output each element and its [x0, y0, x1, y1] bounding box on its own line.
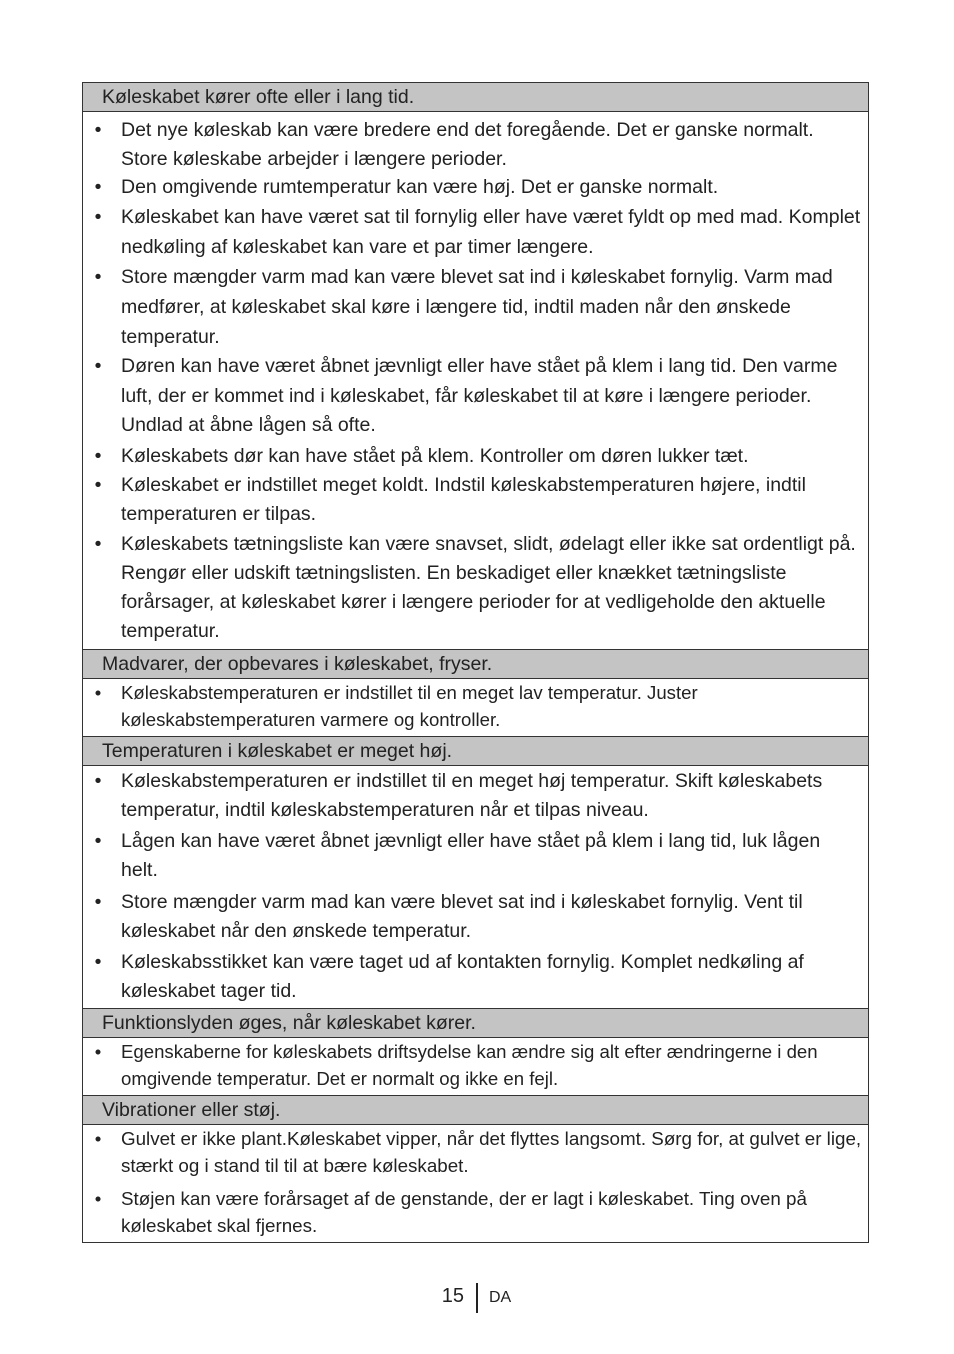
bullet-icon: •	[94, 1040, 102, 1062]
bullet-icon: •	[94, 473, 102, 496]
item-text: Køleskabstemperaturen er indstillet til en meget høj temperatur. Skift køleskabets temperatur, indtil køleskabstemperaturen når et tilpas niveau.	[121, 769, 823, 821]
section-body	[83, 112, 868, 650]
bullet-icon: •	[94, 176, 102, 198]
section-header: Funktionslyden øges, når køleskabet kører.	[83, 1009, 868, 1038]
list-item	[83, 471, 862, 529]
bullet-icon: •	[94, 355, 102, 377]
section-body	[83, 1125, 868, 1243]
list-item	[83, 530, 862, 647]
bullet-icon: •	[94, 206, 102, 228]
item-text: Køleskabet er indstillet meget koldt. Indstil køleskabstemperaturen højere, indtil temperaturen er tilpas.	[121, 473, 806, 525]
item-text: Den omgivende rumtemperatur kan være høj. Det er ganske normalt.	[121, 176, 719, 198]
list-item	[83, 262, 862, 352]
list-item	[83, 888, 862, 946]
bullet-icon: •	[94, 829, 102, 852]
bullet-icon: •	[94, 1127, 102, 1149]
section-header: Køleskabet kører ofte eller i lang tid.	[83, 83, 868, 112]
bullet-icon: •	[94, 681, 102, 703]
footer-divider	[476, 1283, 478, 1313]
bullet-icon: •	[94, 890, 102, 913]
item-text: Døren kan have været åbnet jævnligt eller have stået på klem i lang tid. Den varme luft, der er kommet ind i køleskabet, får køleskabet til at køre i længere perioder. Undlad at åbne lågen så ofte.	[121, 355, 838, 436]
section-body	[83, 679, 868, 737]
list-item	[83, 679, 862, 734]
bullet-icon: •	[94, 950, 102, 973]
section-header: Temperaturen i køleskabet er meget høj.	[83, 737, 868, 766]
list-item	[83, 203, 862, 262]
list-item	[83, 1185, 862, 1240]
bullet-icon: •	[94, 769, 102, 792]
troubleshooting-table	[82, 82, 869, 1243]
item-text: Køleskabets tætningsliste kan være snavset, slidt, ødelagt eller ikke sat ordentligt på. Rengør eller udskift tætningslisten. En beskadiget eller knækket tætningsliste forårsager, at køleskabet kører i længere perioder for at vedligeholde den aktuelle temperatur.	[121, 532, 856, 643]
item-text: Køleskabets dør kan have stået på klem. Kontroller om døren lukker tæt.	[121, 444, 749, 467]
section-header: Vibrationer eller støj.	[83, 1096, 868, 1125]
section-body	[83, 766, 868, 1009]
list-item	[83, 827, 862, 885]
list-item	[83, 441, 862, 471]
item-text: Støjen kan være forårsaget af de genstande, der er lagt i køleskabet. Ting oven på køleskabet skal fjernes.	[121, 1187, 807, 1237]
list-item	[83, 116, 862, 173]
item-text: Egenskaberne for køleskabets driftsydelse kan ændre sig alt efter ændringerne i den omgivende temperatur. Det er normalt og ikke en fejl.	[121, 1040, 818, 1090]
bullet-icon: •	[94, 1187, 102, 1209]
item-text: Køleskabet kan have været sat til fornylig eller have været fyldt op med mad. Komplet nedkøling af køleskabet kan vare et par timer længere.	[121, 206, 861, 258]
item-text: Gulvet er ikke plant.Køleskabet vipper, når det flyttes langsomt. Sørg for, at gulvet er lige, stærkt og i stand til til at bære køleskabet.	[121, 1127, 862, 1177]
list-item	[83, 172, 862, 203]
list-item	[83, 352, 862, 441]
item-text: Lågen kan have været åbnet jævnligt eller have stået på klem i lang tid, luk lågen helt.	[121, 829, 821, 881]
item-text: Det nye køleskab kan være bredere end det foregående. Det er ganske normalt. Store køleskabe arbejder i længere perioder.	[121, 119, 814, 170]
bullet-icon: •	[94, 532, 102, 555]
page-footer	[0, 1283, 954, 1313]
section-body	[83, 1038, 868, 1096]
bullet-icon: •	[94, 444, 102, 467]
item-text: Store mængder varm mad kan være blevet sat ind i køleskabet fornylig. Varm mad medfører, at køleskabet skal køre i længere tid, indtil maden når den ønskede temperatur.	[121, 266, 833, 348]
item-text: Køleskabstemperaturen er indstillet til en meget lav temperatur. Juster køleskabstemperaturen varmere og kontroller.	[121, 681, 698, 731]
item-text: Store mængder varm mad kan være blevet sat ind i køleskabet fornylig. Vent til køleskabet når den ønskede temperatur.	[121, 890, 803, 942]
list-item	[83, 767, 862, 825]
list-item	[83, 948, 862, 1006]
list-item	[83, 1038, 862, 1093]
bullet-icon: •	[94, 266, 102, 288]
list-item	[83, 1125, 862, 1180]
section-header: Madvarer, der opbevares i køleskabet, fryser.	[83, 650, 868, 679]
item-text: Køleskabsstikket kan være taget ud af kontakten fornylig. Komplet nedkøling af køleskabet tager tid.	[121, 950, 804, 1002]
bullet-icon: •	[94, 119, 102, 141]
language-code: DA	[489, 1289, 512, 1306]
page-number: 15	[441, 1285, 464, 1307]
